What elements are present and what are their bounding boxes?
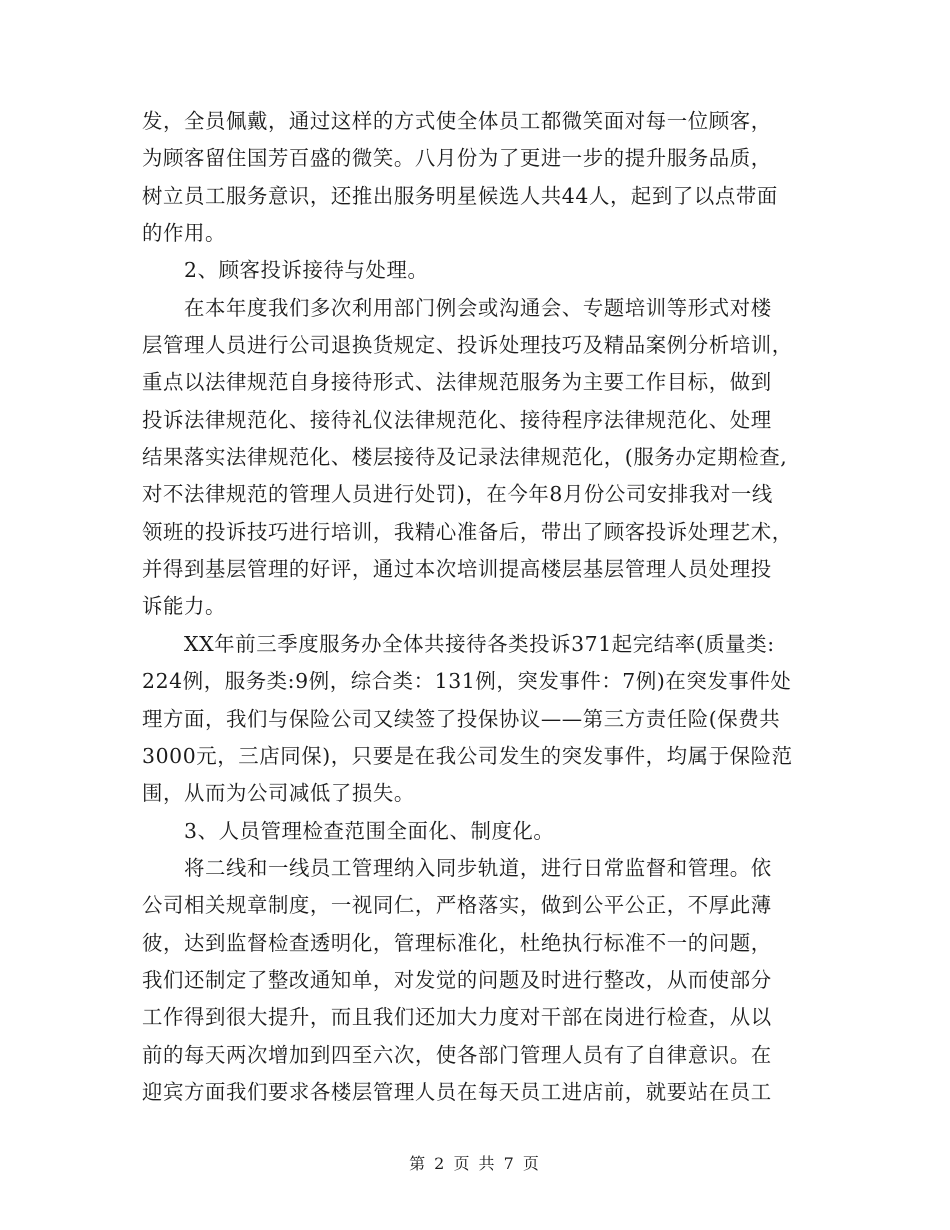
text-line: 诉能力。	[142, 594, 226, 619]
text-line: 围，从而为公司减低了损失。	[142, 781, 415, 806]
document-body	[142, 103, 822, 1111]
text-line: 领班的投诉技巧进行培训，我精心准备后，带出了顾客投诉处理艺术，	[142, 519, 793, 544]
text-line: 理方面，我们与保险公司又续签了投保协议——第三方责任险(保费共	[142, 706, 781, 731]
text-line: 2、顾客投诉接待与处理。	[184, 258, 429, 283]
text-line: 在本年度我们多次利用部门例会或沟通会、专题培训等形式对楼	[184, 295, 772, 320]
text-line: 我们还制定了整改通知单，对发觉的问题及时进行整改，从而使部分	[142, 967, 772, 992]
text-line: 3、人员管理检查范围全面化、制度化。	[184, 818, 555, 843]
text-line: 层管理人员进行公司退换货规定、投诉处理技巧及精品案例分析培训，	[142, 333, 793, 358]
text-line: 重点以法律规范自身接待形式、法律规范服务为主要工作目标，做到	[142, 370, 772, 395]
page-number-footer: 第 2 页 共 7 页	[409, 1154, 541, 1173]
text-line: 投诉法律规范化、接待礼仪法律规范化、接待程序法律规范化、处理	[142, 407, 772, 432]
text-line: 对不法律规范的管理人员进行处罚)，在今年8月份公司安排我对一线	[142, 482, 773, 507]
text-line: 前的每天两次增加到四至六次，使各部门管理人员有了自律意识。在	[142, 1042, 772, 1067]
text-line: 工作得到很大提升，而且我们还加大力度对干部在岗进行检查，从以	[142, 1005, 772, 1030]
text-line: 224例，服务类:9例，综合类：131例，突发事件：7例)在突发事件处	[142, 669, 792, 694]
text-line: 为顾客留住国芳百盛的微笑。八月份为了更进一步的提升服务品质，	[142, 146, 772, 171]
text-line: 并得到基层管理的好评，通过本次培训提高楼层基层管理人员处理投	[142, 557, 772, 582]
text-line: 将二线和一线员工管理纳入同步轨道，进行日常监督和管理。依	[184, 855, 772, 880]
text-line: 发，全员佩戴，通过这样的方式使全体员工都微笑面对每一位顾客，	[142, 109, 772, 133]
text-line: 结果落实法律规范化、楼层接待及记录法律规范化，(服务办定期检查,	[142, 445, 788, 470]
text-line: 彼，达到监督检查透明化，管理标准化，杜绝执行标准不一的问题，	[142, 930, 772, 955]
text-line: 3000元，三店同保)，只要是在我公司发生的突发事件，均属于保险范	[142, 743, 793, 768]
text-line: 迎宾方面我们要求各楼层管理人员在每天员工进店前，就要站在员工	[142, 1079, 772, 1104]
text-line: 树立员工服务意识，还推出服务明星候选人共44人，起到了以点带面	[142, 183, 778, 208]
text-line: XX年前三季度服务办全体共接待各类投诉371起完结率(质量类:	[184, 631, 775, 656]
text-line: 公司相关规章制度，一视同仁，严格落实，做到公平公正，不厚此薄	[142, 893, 772, 918]
text-line: 的作用。	[142, 221, 226, 246]
